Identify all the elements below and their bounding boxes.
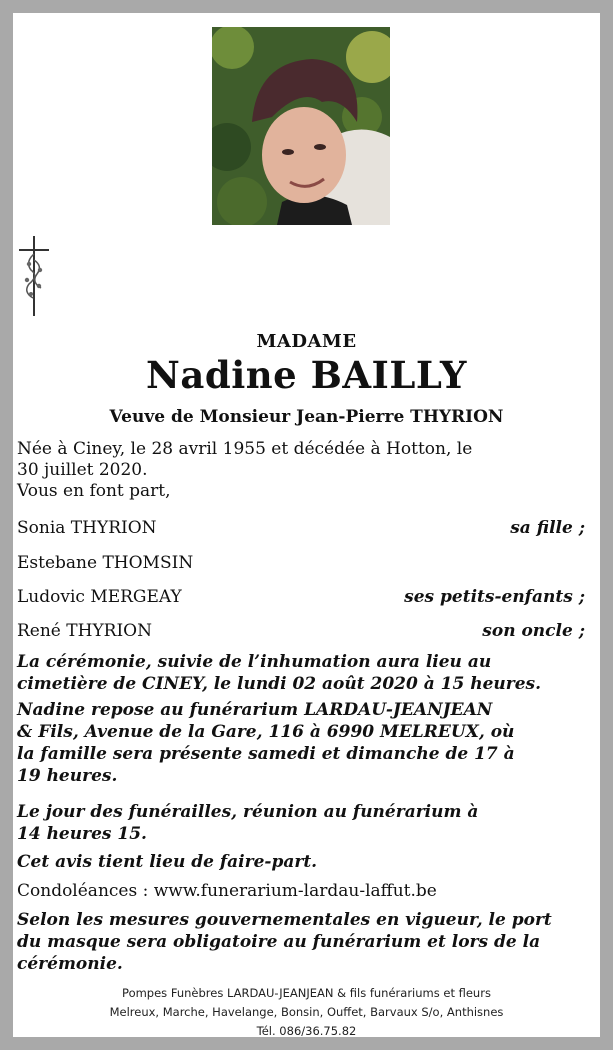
family-relation: sa fille ;: [510, 518, 585, 538]
funeral-day-line: Le jour des funérailles, réunion au funérarium à: [17, 802, 479, 822]
birth-line: 30 juillet 2020.: [17, 460, 148, 480]
family-member: [17, 518, 585, 542]
covid-line: Selon les mesures gouvernementales en vigueur, le port: [17, 910, 552, 930]
family-member-name: Ludovic MERGEAY: [17, 587, 182, 607]
portrait-photo: [212, 27, 390, 225]
family-member: [17, 621, 585, 645]
footer-phone: Tél. 086/36.75.82: [256, 1024, 357, 1038]
family-member-name: René THYRION: [17, 621, 152, 641]
salutation: MADAME: [256, 331, 357, 352]
family-member-name: Estebane THOMSIN: [17, 553, 194, 573]
widow-of: Veuve de Monsieur Jean-Pierre THYRION: [109, 407, 504, 427]
family-relation: son oncle ;: [482, 621, 585, 641]
footer-line: Pompes Funèbres LARDAU-JEANJEAN & fils funérariums et fleurs: [122, 986, 491, 1000]
portrait-image: [212, 27, 390, 225]
ceremony-line: La cérémonie, suivie de l’inhumation aura lieu au: [17, 652, 492, 672]
deceased-name: Nadine BAILLY: [146, 353, 467, 397]
birth-line: Née à Ciney, le 28 avril 1955 et décédée à Hotton, le: [17, 439, 473, 459]
covid-notice: [17, 909, 587, 975]
viewing-line: la famille sera présente samedi et dimanche de 17 à: [17, 744, 515, 764]
viewing-line: 19 heures.: [17, 766, 118, 786]
viewing-line: Nadine repose au funérarium LARDAU-JEANJEAN: [17, 700, 493, 720]
ceremony-line: cimetière de CINEY, le lundi 02 août 2020 à 15 heures.: [17, 674, 542, 694]
viewing-line: & Fils, Avenue de la Gare, 116 à 6990 MELREUX, où: [17, 722, 515, 742]
cross-icon: [17, 234, 51, 318]
family-member: [17, 587, 585, 611]
birth-death-info: [17, 439, 577, 502]
funeral-day-info: [17, 801, 587, 845]
notice-text: Cet avis tient lieu de faire-part.: [17, 852, 318, 872]
family-relation: ses petits-enfants ;: [404, 587, 585, 607]
birth-line: Vous en font part,: [17, 481, 171, 501]
covid-line: du masque sera obligatoire au funérarium et lors de la: [17, 932, 541, 952]
condolences-text: Condoléances : www.funerarium-lardau-laffut.be: [17, 881, 437, 901]
funeral-day-line: 14 heures 15.: [17, 824, 147, 844]
ceremony-info: [17, 651, 587, 695]
family-member: [17, 553, 585, 577]
footer-line: Melreux, Marche, Havelange, Bonsin, Ouffet, Barvaux S/o, Anthisnes: [109, 1005, 504, 1019]
obituary-card: [13, 13, 600, 1037]
covid-line: cérémonie.: [17, 954, 123, 974]
family-member-name: Sonia THYRION: [17, 518, 157, 538]
viewing-info: [17, 699, 587, 787]
